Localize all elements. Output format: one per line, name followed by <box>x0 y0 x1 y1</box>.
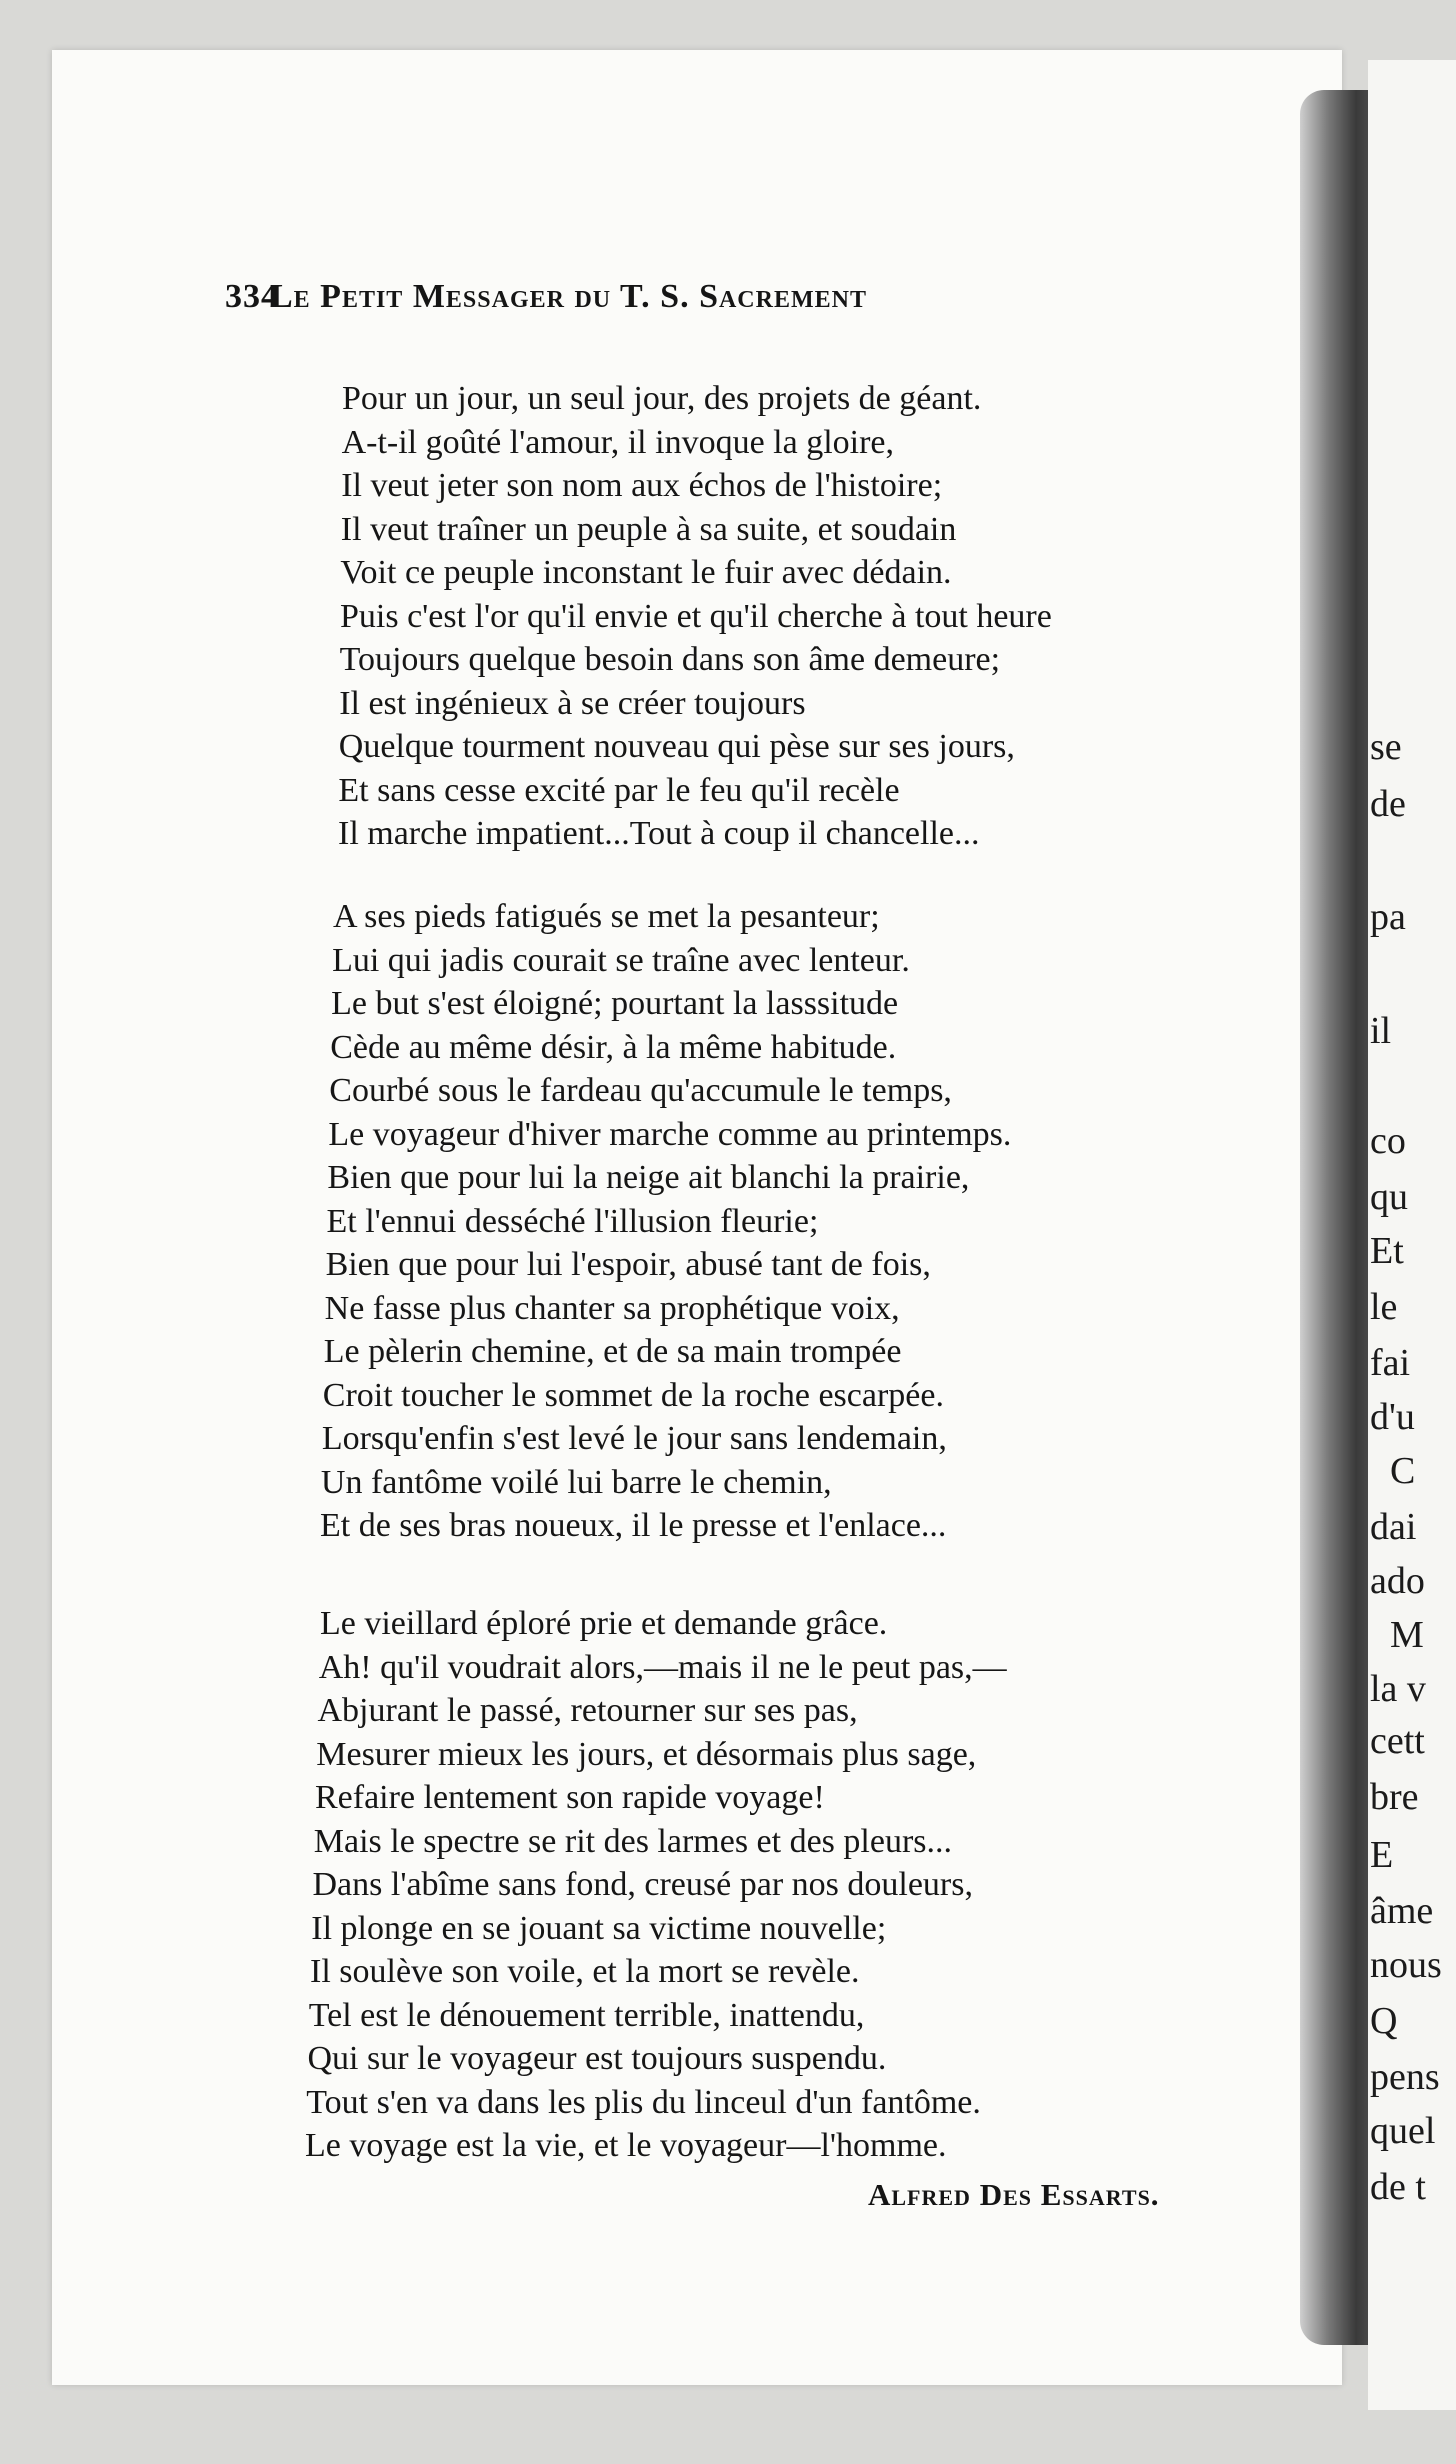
facing-page-fragment: quel <box>1370 2110 1436 2152</box>
facing-page-fragment: co <box>1370 1120 1406 1162</box>
poem-line: A ses pieds fatigués se met la pesanteur; <box>333 898 880 935</box>
facing-page-fragment: bre <box>1370 1776 1419 1818</box>
facing-page-fragment: dai <box>1370 1506 1417 1548</box>
poem-line: Un fantôme voilé lui barre le chemin, <box>320 1463 832 1501</box>
facing-page-fragment: Et <box>1370 1230 1404 1272</box>
poem-line: Le vieillard éploré prie et demande grâce. <box>320 1605 888 1642</box>
poem-line: Il est ingénieux à se créer toujours <box>339 684 806 722</box>
poem-line: Refaire lentement son rapide voyage! <box>315 1779 825 1816</box>
facing-page-fragment: E <box>1370 1834 1394 1876</box>
facing-page-fragment: cett <box>1370 1720 1425 1762</box>
facing-page-fragment: il <box>1370 1010 1392 1052</box>
poem-line: Il veut jeter son nom aux échos de l'histoire; <box>341 467 943 504</box>
poem-line: Et de ses bras noueux, il le presse et l'enlace... <box>320 1507 947 1544</box>
facing-page-fragment: ado <box>1370 1560 1425 1602</box>
poem-line: Mais le spectre se rit des larmes et des pleurs... <box>313 1822 952 1860</box>
poem-line: Ne fasse plus chanter sa prophétique voix, <box>324 1289 900 1327</box>
poem-line: Croit toucher le sommet de la roche escarpée. <box>322 1376 944 1414</box>
facing-page-fragment: nous <box>1370 1944 1442 1986</box>
facing-page-fragment: pens <box>1370 2056 1440 2098</box>
author-signature: Alfred Des Essarts. <box>868 2177 1160 2212</box>
facing-page-fragment: se <box>1370 726 1402 768</box>
poem-line: Le but s'est éloigné; pourtant la lasssitude <box>331 985 899 1022</box>
poem-line: Il plonge en se jouant sa victime nouvelle; <box>311 1909 887 1947</box>
poem-line: Dans l'abîme sans fond, creusé par nos douleurs, <box>312 1866 973 1903</box>
facing-page-fragment: d'u <box>1370 1396 1415 1438</box>
poem-line: Courbé sous le fardeau qu'accumule le temps, <box>329 1072 952 1109</box>
poem-line: Il marche impatient...Tout à coup il chancelle... <box>338 815 980 852</box>
facing-page-fragment: de t <box>1370 2166 1426 2208</box>
page-number: 334 <box>225 278 279 315</box>
poem-line: Le pèlerin chemine, et de sa main trompée <box>323 1333 902 1370</box>
poem-line: Lorsqu'enfin s'est levé le jour sans lendemain, <box>321 1420 947 1457</box>
poem-line: Pour un jour, un seul jour, des projets de géant. <box>342 380 982 417</box>
facing-page-fragment: âme <box>1370 1890 1434 1932</box>
facing-page-fragment: qu <box>1370 1176 1408 1218</box>
poem-line: Et sans cesse excité par le feu qu'il recèle <box>338 771 900 809</box>
facing-page-fragment: pa <box>1370 896 1406 938</box>
poem-line: Il soulève son voile, et la mort se revèle. <box>310 1953 860 1990</box>
facing-page-fragment: M <box>1390 1614 1424 1656</box>
facing-page-fragment: Q <box>1370 2000 1398 2042</box>
facing-page-fragment: de <box>1370 783 1406 825</box>
poem-line: Le voyage est la vie, et le voyageur—l'homme. <box>305 2127 947 2164</box>
poem-line: Bien que pour lui la neige ait blanchi la prairie, <box>327 1159 970 1196</box>
facing-page-fragment: fai <box>1370 1342 1411 1384</box>
poem-line: Voit ce peuple inconstant le fuir avec dédain. <box>340 554 952 591</box>
poem-line: Et l'ennui desséché l'illusion fleurie; <box>326 1202 819 1240</box>
poem-line: Tel est le dénouement terrible, inattendu, <box>308 1996 865 2034</box>
facing-page-fragment: le <box>1370 1286 1398 1328</box>
poem-line: Cède au même désir, à la même habitude. <box>330 1028 897 1066</box>
poem-line: Bien que pour lui l'espoir, abusé tant de fois, <box>325 1246 931 1283</box>
facing-page <box>1368 60 1456 2410</box>
poem-line: Lui qui jadis courait se traîne avec lenteur. <box>332 941 910 979</box>
poem-line: A-t-il goûté l'amour, il invoque la gloire, <box>341 423 895 461</box>
poem-line: Tout s'en va dans les plis du linceul d'un fantôme. <box>306 2083 981 2121</box>
poem-line: Qui sur le voyageur est toujours suspendu. <box>307 2040 887 2077</box>
poem-line: Il veut traîner un peuple à sa suite, et soudain <box>340 510 957 548</box>
poem-line: Le voyageur d'hiver marche comme au printemps. <box>328 1115 1012 1153</box>
running-head <box>225 278 1270 316</box>
poem-line: Abjurant le passé, retourner sur ses pas, <box>317 1692 858 1729</box>
poem-line: Ah! qu'il voudrait alors,—mais il ne le peut pas,— <box>318 1648 1007 1686</box>
facing-page-fragment: la v <box>1370 1668 1426 1710</box>
poem-line: Puis c'est l'or qu'il envie et qu'il cherche à tout heure <box>340 597 1052 635</box>
journal-title: Le Petit Messager du T. S. Sacrement <box>270 278 867 315</box>
poem-line: Quelque tourment nouveau qui pèse sur ses jours, <box>338 728 1015 765</box>
facing-page-fragment: C <box>1390 1450 1416 1492</box>
poem-line: Mesurer mieux les jours, et désormais plus sage, <box>316 1735 977 1773</box>
poem-line: Toujours quelque besoin dans son âme demeure; <box>339 641 1001 678</box>
